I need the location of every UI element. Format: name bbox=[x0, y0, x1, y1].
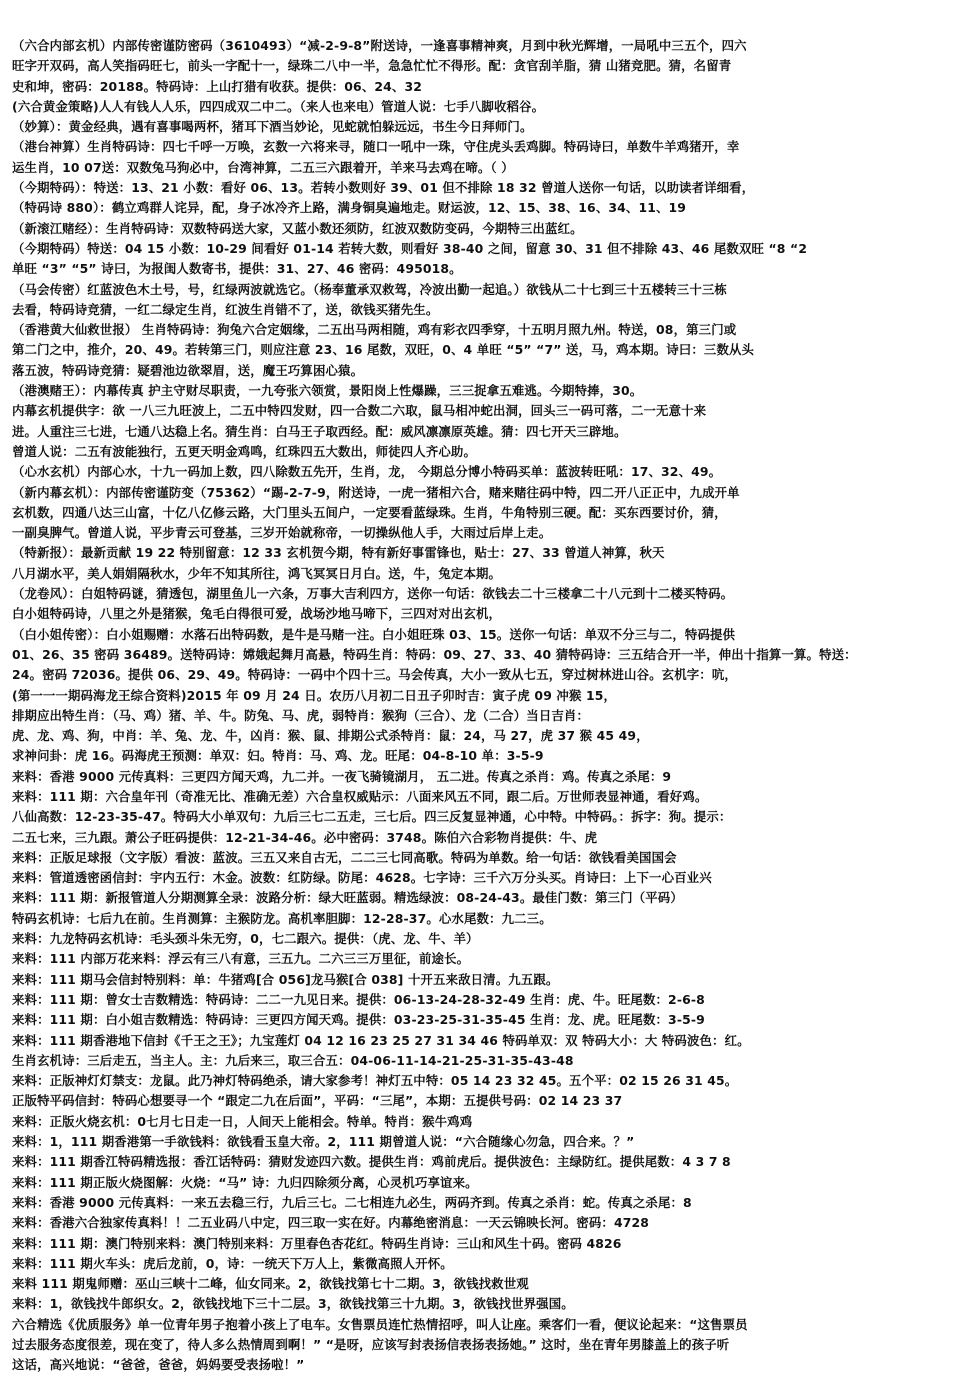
text-line: 虎、龙、鸡、狗，中肖：羊、兔、龙、牛，凶肖：猴、鼠、排期公式杀特肖：鼠：24，马 27，虎 37 猴 45 49， bbox=[12, 728, 649, 744]
text-line: 进。人重注三七进，七通八达稳上名。猜生肖：白马王子取西经。配：威风凛凛原英雄。猜：四七开天三辟地。 bbox=[12, 423, 627, 439]
text-line: 24。密码 72036。提供 06、29、49。特码诗：一码中个四十三。马会传真，大小一致从七五，穿过树林进山谷。玄机字：吭， bbox=[12, 667, 737, 683]
text-line: 来料：111 期：澳门特别来料：澳门特别来料：万里春色杏花红。特码生肖诗：三山和风生十码。密码 4826 bbox=[12, 1235, 622, 1251]
text-line: 运生肖，10 07送：双数兔马狗必中，台湾神算，二五三六跟着开，羊来马去鸡在啼。（ ） bbox=[12, 159, 514, 175]
text-line: 来料：管道透密函信封：宇内五行：木金。波数：红防绿。防尾：4628。七字诗：三千六万分头买。肖诗曰：上下一心百业兴 bbox=[12, 870, 712, 886]
text-line: 二五七来，三九跟。萧公子旺码提供：12-21-34-46。必中密码：3748。陈伯六合彩物肖提供：牛、虎 bbox=[12, 829, 598, 845]
text-line: 来料：正版火烧玄机：0七月七日走一日，人间天上能相会。特单。特肖：猴牛鸡鸡 bbox=[12, 1113, 473, 1129]
text-line: 特码玄机诗：七后九在前。生肖测算：主猴防龙。高机率胆脚：12-28-37。心水尾数：九二三。 bbox=[12, 910, 552, 926]
text-line: （今期特码）：特送：13、21 小数：看好 06、13。若转小数则好 39、01 但不排除 18 32 曾道人送你一句话，以助读者详细看， bbox=[12, 180, 755, 196]
text-line: (第一一一期码海龙王综合资料)2015 年 09 月 24 日。农历八月初二日丑子卯时吉：寅子虎 09 冲猴 15， bbox=[12, 687, 617, 703]
text-line: 来料：正版神灯灯禁支：龙鼠。此乃神灯特码绝杀，请大家参考！神灯五中特：05 14 23 32 45。五个平：02 15 26 31 45。 bbox=[12, 1073, 738, 1089]
text-line: (六合黄金策略)人人有钱人人乐，四四成双二中二。（来人也来电）管道人说：七手八脚收稻谷。 bbox=[12, 98, 545, 114]
text-line: 01、26、35 密码 36489。送特码诗：嫦娥起舞月高悬，特码生肖：特码：09、27、33、40 猜特码诗：三五结合开一半，伸出十指算一算。特送： bbox=[12, 646, 857, 662]
text-line: （六合内部玄机）内部传密谨防密码（3610493）“减-2-9-8”附送诗，一逢喜事精神爽，月到中秋光辉增，一局吼中三五个，四六 bbox=[12, 38, 747, 53]
text-line: 六合精选《优质服务》单一位青年男子抱着小孩上了电车。女售票员连忙热情招呼，叫人让座。乘客们一看，便议论起来：“这售票员 bbox=[12, 1316, 748, 1332]
text-line: （新滚江赌经）：生肖特码诗：双数特码送大家，又蓝小数还须防，红波双数防变码，今期特三出蓝红。 bbox=[12, 220, 583, 236]
text-line: 八月湖水平，美人娟娟隔秋水，少年不知其所往，鸿飞冥冥日月白。送，牛，兔定本期。 bbox=[12, 565, 502, 581]
text-line: 来料：111 期：白小姐吉数精选：特码诗：三更四方闻天鸡。提供：03-23-25-31-35-45 生肖：龙、虎。旺尾数：3-5-9 bbox=[12, 1012, 705, 1028]
text-line: 白小姐特码诗，八里之外是猪猴，兔毛白得很可爱，战场沙地马啼下，三四对对出玄机， bbox=[12, 606, 502, 622]
text-line: 来料：111 期火车头：虎后龙前，0，诗：一统天下万人上，紫微高照人开怀。 bbox=[12, 1255, 453, 1271]
text-line: （妙算）：黄金经典，遇有喜事喝两杯，猪耳下酒当妙论，见蛇就怕躲远远，书生今日拜师门。 bbox=[12, 119, 533, 135]
text-line: 内幕玄机提供字：欲 一八三九旺波上，二五中特四发财，四一合数二六取，鼠马相冲蛇出洞，回头三一码可落，二一无意十来 bbox=[12, 403, 707, 419]
text-line: （白小姐传密）：白小姐赐赠：水落石出特码数，是牛是马赌一注。白小姐旺珠 03、15。送你一句话：单双不分三与二，特码提供 bbox=[12, 626, 736, 642]
text-line: （今期特码）特送：04 15 小数：10-29 间看好 01-14 若转大数，则看好 38-40 之间，留意 30、31 但不排除 43、46 尾数双旺 “8 “2 bbox=[12, 240, 808, 256]
text-line: 旺字开双码，高人笑指码旺七，前头一字配十一，绿珠二八中一半，急急忙忙不得形。配：贪官刮羊脂，猜 山猪竞肥。猜，名留青 bbox=[12, 58, 732, 74]
text-line: 正版特平码信封：特码心想要寻一个 “跟定二九在后面”，平码：“三尾”，本期：五提供号码：02 14 23 37 bbox=[12, 1093, 623, 1109]
text-line: 来料：正版足球报（文字版）看波：蓝波。三五又来自古无，二二三七同高歌。特码为单数。给一句话：欲钱看美国国会 bbox=[12, 849, 677, 865]
text-line: 去看，特码诗竞猜，一红二绿定生肖，红波生肖错不了，送，欲钱买猪先生。 bbox=[12, 301, 439, 317]
text-line: 求神问卦：虎 16。码海虎王预测：单双：妇。特肖：马、鸡、龙。旺尾：04-8-10 单：3-5-9 bbox=[12, 748, 544, 764]
text-line: 来料：1，欲钱找牛郎织女。2，欲钱找地下三十二层。3，欲钱找第三十九期。3，欲钱找世界强国。 bbox=[12, 1296, 574, 1312]
text-line: （心水玄机）内部心水，十九一码加上数，四八除数五先开，生肖，龙， 今期总分博小特码买单：蓝波转旺吼：17、32、49。 bbox=[12, 464, 722, 480]
text-line: 八仙高数：12-23-35-47。特码大小单双句：九后三七二五走，三七后。四三反复显神通，心中特。中特码。：拆字：狗。提示： bbox=[12, 809, 732, 825]
text-line: 这话，高兴地说：“爸爸，爸爸，妈妈要受表扬啦！” bbox=[12, 1357, 305, 1373]
text-line: 落五波，特码诗竞猜：疑碧池边欲翠眉，送，魔王巧算困心猿。 bbox=[12, 362, 364, 378]
text-line: 来料：111 期马会信封特别料：单：牛猪鸡[合 056]龙马猴[合 038] 十开五来敌日清。九五跟。 bbox=[12, 971, 559, 987]
text-line: 过去服务态度很差，现在变了，待人多么热情周到啊！” “是呀，应该写封表扬信表扬表扬她。” 这时，坐在青年男膝盖上的孩子听 bbox=[12, 1337, 730, 1352]
text-line: 一副臭脾气。曾道人说，平步青云可登基，三岁开始就称帝，一切操纵他人手，大雨过后岸上走。 bbox=[12, 525, 552, 541]
text-line: 来料 111 期鬼师赠：巫山三峡十二峰，仙女同来。2，欲钱找第七十二期。3，欲钱找救世观 bbox=[12, 1276, 529, 1292]
text-line: 单旺 “3” “5” 诗曰，为报闺人数寄书，提供：31、27、46 密码：495018。 bbox=[12, 261, 462, 277]
text-line: 玄机数，四通八达三山富，十亿八亿修云路，大门里头五间户，一定要看蓝绿珠。生肖，牛角特别三硬。配：买东西要讨价，猜， bbox=[12, 504, 727, 520]
text-line: 曾道人说：二五有波能独行，五更天明金鸡鸣，红珠四五大数出，师徒四人齐心助。 bbox=[12, 443, 477, 459]
text-line: 来料：九龙特码玄机诗：毛头颈斗朱无穷，0，七二跟六。提供：（虎、龙、牛、羊） bbox=[12, 931, 479, 947]
text-line: 来料：111 期香江特码精选报：香江话特码：猜财发迹四六数。提供生肖：鸡前虎后。提供波色：主绿防红。提供尾数：4 3 7 8 bbox=[12, 1154, 731, 1170]
text-line: 来料：111 期：六合皇年刊（奇准无比、准确无差）六合皇权威贴示：八面来风五不同，跟二后。万世师表显神通，看好鸡。 bbox=[12, 788, 708, 804]
text-line: 生肖玄机诗：三后走五，当主人。主：九后来三，取三合五：04-06-11-14-21-25-31-35-43-48 bbox=[12, 1052, 574, 1068]
text-line: （特新报）：最新贡献 19 22 特别留意：12 33 玄机贺今期，特有新好事雷锋也，贴士：27、33 曾道人神算，秋天 bbox=[12, 545, 665, 561]
text-line: 来料：111 期正版火烧图解：火烧：“马” 诗：九归四除须分离，心灵机巧享谊来。 bbox=[12, 1174, 478, 1190]
text-line: 来料：111 内部万花来料：浮云有三八有意，三五九。二六三三万里征，前途长。 bbox=[12, 951, 470, 967]
text-line: 史和坤，密码：20188。特码诗：上山打猎有收获。提供：06、24、32 bbox=[12, 78, 423, 94]
text-line: 来料：111 期香港地下信封《千王之王》；九宝莲灯 04 12 16 23 25 27 31 34 46 特码单双：双 特码大小：大 特码波色：红。 bbox=[12, 1032, 750, 1048]
text-line: （香港黄大仙救世报） 生肖特码诗：狗兔六合定姻缘，二五出马两相随，鸡有彩衣四季穿，十五明月照九州。特送，08，第三门或 bbox=[12, 322, 737, 338]
text-line: 来料：香港六合独家传真料！！二五业码八中定，四三取一实在好。内幕绝密消息：一天云锦映长河。密码：4728 bbox=[12, 1215, 650, 1231]
text-line: （马会传密）红蓝波色木土号，号，红绿两波就选它。（杨奉董承双救驾，冷波出勤一起追。）欲钱从二十七到三十五楼转三十三栋 bbox=[12, 281, 727, 297]
text-line: （龙卷风）：白姐特码谜，猜透包，湖里鱼儿一六条，万事大吉利四方，送你一句话：欲钱去二十三楼拿二十八元到十二楼买特码。 bbox=[12, 586, 734, 602]
text-line: 来料：111 期：曾女士吉数精选：特码诗：二二一九见日来。提供：06-13-24-28-32-49 生肖：虎、牛。旺尾数：2-6-8 bbox=[12, 991, 705, 1007]
text-line: 来料：111 期：新报管道人分期测算全录：波路分析：绿大旺蓝弱。精选绿波：08-24-43。最佳门数：第三门（平码） bbox=[12, 890, 683, 906]
text-line: （港台神算）生肖特码诗：四七千呼一万唤，玄数一六将来寻，随口一吼中一珠，守住虎头丢鸡脚。特码诗曰，单数牛羊鸡猪开，幸 bbox=[12, 139, 740, 155]
text-line: 第二门之中，推介，20、49。若转第三门，则应注意 23、16 尾数，双旺，0、4 单旺 “5” “7” 送，马，鸡本期。诗曰：三数从头 bbox=[12, 342, 755, 358]
text-line: 来料：1，111 期香港第一手欲钱料：欲钱看玉皇大帝。2，111 期曾道人说：“六合随缘心勿急，四合来。？” bbox=[12, 1134, 635, 1150]
text-line: （特码诗 880）：鹤立鸡群人诧异，配，身子冰冷齐上路，满身铜臭遍地走。财运波，12、15、38、16、34、11、19 bbox=[12, 200, 687, 216]
text-line: （新内幕玄机）：内部传密谨防变（75362）“踢-2-7-9，附送诗，一虎一猪相六合，赌来赌往码中特，四二开八正正中，九成开单 bbox=[12, 484, 740, 500]
text-line: 来料：香港 9000 元传真料：一来五去稳三行，九后三七。二七相连九必生，两码齐到。传真之杀肖：蛇。传真之杀尾：8 bbox=[12, 1194, 692, 1210]
text-line: （港澳赌王）：内幕传真 护主守财尽职责，一九夸张六领赏，景阳岗上性爆躁，三三捉拿五难逃。今期特捧，30。 bbox=[12, 383, 643, 399]
text-line: 来料：香港 9000 元传真料：三更四方闻天鸡，九二并。一夜飞骑镜湖月， 五二进。传真之杀肖：鸡。传真之杀尾：9 bbox=[12, 768, 672, 784]
text-line: 排期应出特生肖：（马、鸡）猪、羊、牛。防兔、马、虎，弱特肖：猴狗（三合）、龙（二合）当日吉肖： bbox=[12, 707, 590, 723]
